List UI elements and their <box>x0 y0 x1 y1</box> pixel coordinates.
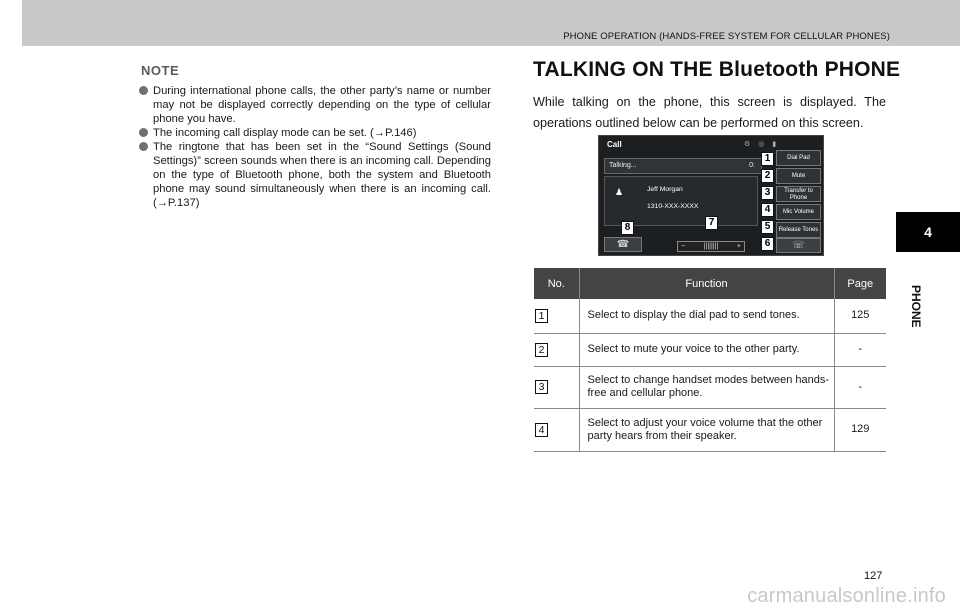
running-header: PHONE OPERATION (HANDS-FREE SYSTEM FOR CELLULAR PHONES) <box>563 31 890 42</box>
note-item <box>139 140 491 210</box>
volume-bars: |||||||| <box>703 243 719 250</box>
table-header-row <box>534 268 886 299</box>
row-number: 2 <box>535 343 548 357</box>
table-row <box>534 333 886 366</box>
col-header-function: Function <box>579 268 834 299</box>
note-text: During international phone calls, the other party’s name or number may not be displayed correctly depending on the type of cellular phone you have. <box>153 85 491 125</box>
row-number-cell <box>534 408 579 451</box>
talking-bar <box>604 158 762 174</box>
hang-up-icon: ☎ <box>616 239 630 250</box>
note-text: The ringtone that has been set in the “Sound Settings (Sound Settings)” screen sounds when there is an incoming call. Depending on the type of Bluetooth phone, both the system and Bluetooth phone may sound simultaneously when there is an incoming call. (→P.137) <box>153 141 491 209</box>
row-number-cell <box>534 299 579 333</box>
bullet-icon <box>139 86 148 95</box>
row-number: 3 <box>535 380 548 394</box>
section-intro: While talking on the phone, this screen is displayed. The operations outlined below can be performed on this screen. <box>533 95 886 130</box>
call-hold-button[interactable] <box>776 238 821 253</box>
callout-7: 7 <box>705 216 718 230</box>
talking-status: Talking... <box>609 162 637 169</box>
chapter-label: PHONE <box>909 285 923 328</box>
mic-volume-button[interactable]: Mic Volume <box>776 204 821 220</box>
row-page: 129 <box>834 408 886 451</box>
col-header-no: No. <box>534 268 579 299</box>
row-page: - <box>834 333 886 366</box>
table-row <box>534 299 886 333</box>
page-number: 127 <box>864 570 883 582</box>
callout-3: 3 <box>761 186 774 200</box>
transfer-to-phone-button[interactable]: Transfer to Phone <box>776 186 821 202</box>
mute-button[interactable]: Mute <box>776 168 821 184</box>
contact-number: 1310-XXX-XXXX <box>647 203 699 210</box>
callout-2: 2 <box>761 169 774 183</box>
col-header-page: Page <box>834 268 886 299</box>
row-function: Select to display the dial pad to send tones. <box>579 299 834 333</box>
note-list <box>139 84 491 210</box>
contact-panel <box>604 176 758 226</box>
handset-icon: ☏ <box>792 240 805 251</box>
row-number: 4 <box>535 423 548 437</box>
callout-1: 1 <box>761 152 774 166</box>
row-number-cell <box>534 333 579 366</box>
bullet-icon <box>139 128 148 137</box>
contact-name: Jeff Morgan <box>647 186 683 193</box>
table-row <box>534 408 886 451</box>
bullet-icon <box>139 142 148 151</box>
watermark: carmanualsonline.info <box>747 585 946 607</box>
call-timer: 0: <box>749 162 755 169</box>
note-item <box>139 126 491 140</box>
chapter-tab: 4 <box>896 212 960 252</box>
callout-6: 6 <box>761 237 774 251</box>
section-title: TALKING ON THE Bluetooth PHONE <box>533 58 901 81</box>
row-function: Select to mute your voice to the other party. <box>579 333 834 366</box>
screen-title: Call <box>607 140 622 149</box>
row-function: Select to adjust your voice volume that the other party hears from their speaker. <box>579 408 834 451</box>
end-call-button[interactable] <box>604 237 642 252</box>
row-function: Select to change handset modes between hands-free and cellular phone. <box>579 366 834 408</box>
volume-minus[interactable]: − <box>681 243 686 250</box>
volume-slider[interactable] <box>677 241 745 252</box>
release-tones-button[interactable]: Release Tones <box>776 222 821 238</box>
note-title: NOTE <box>141 63 180 78</box>
row-number-cell <box>534 366 579 408</box>
table-row <box>534 366 886 408</box>
callout-8: 8 <box>621 221 634 235</box>
note-text: The incoming call display mode can be set. (→P.146) <box>153 127 417 139</box>
call-screen-illustration <box>598 135 824 256</box>
callout-4: 4 <box>761 203 774 217</box>
row-number: 1 <box>535 309 548 323</box>
callout-5: 5 <box>761 220 774 234</box>
row-page: 125 <box>834 299 886 333</box>
note-item <box>139 84 491 126</box>
dial-pad-button[interactable]: Dial Pad <box>776 150 821 166</box>
function-table <box>534 268 886 452</box>
status-icons: ⚙ ◎ ▮ <box>744 141 780 148</box>
volume-plus[interactable]: + <box>736 243 741 250</box>
row-page: - <box>834 366 886 408</box>
person-icon: ♟ <box>615 187 624 197</box>
